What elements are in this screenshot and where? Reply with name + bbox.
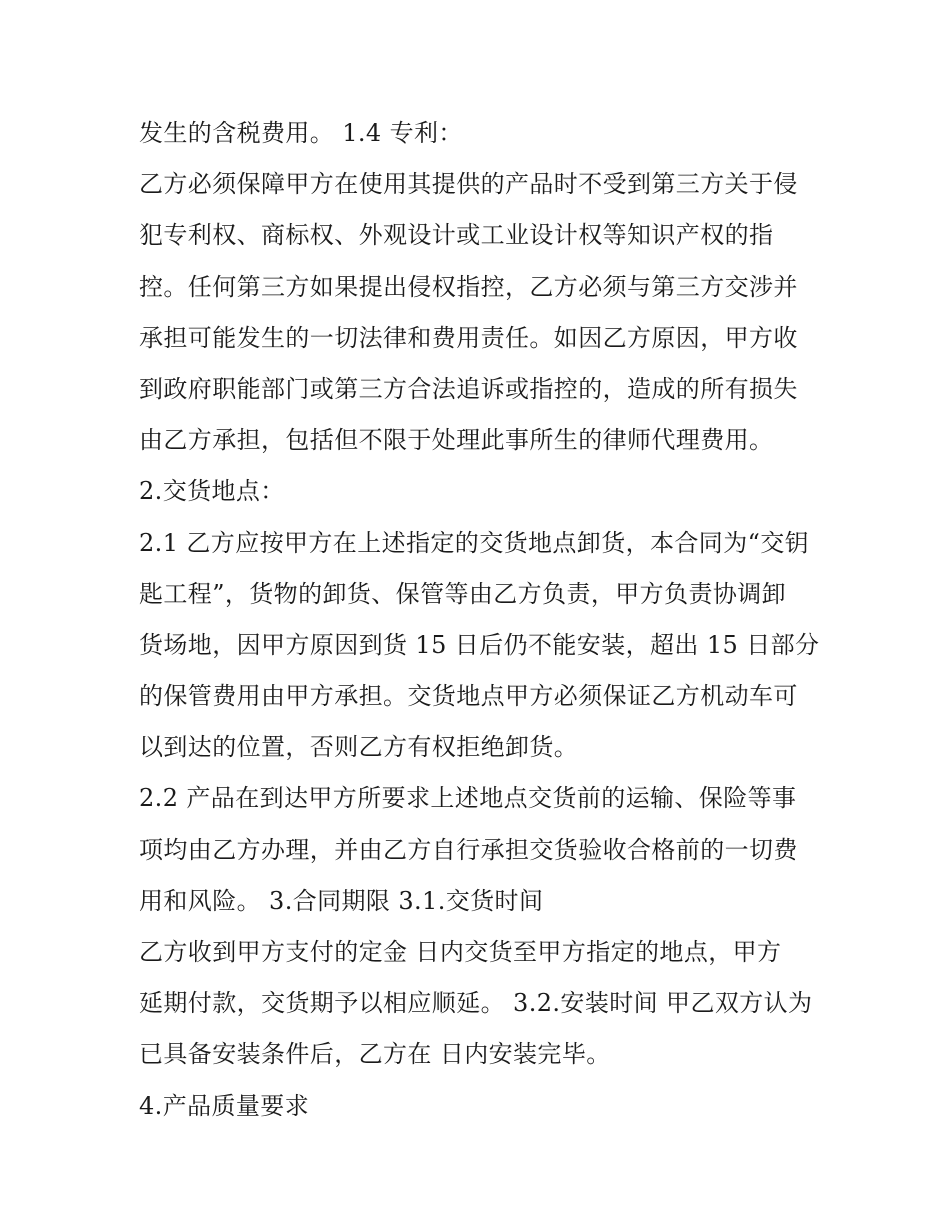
text-line: 犯专利权、商标权、外观设计或工业设计权等知识产权的指: [139, 221, 774, 250]
text-line: 延期付款，交货期予以相应顺延。 3.2.安装时间 甲乙双方认为: [139, 989, 813, 1018]
text-line: 用和风险。 3.合同期限 3.1.交货时间: [139, 886, 544, 915]
text-line: 项均由乙方办理，并由乙方自行承担交货验收合格前的一切费: [139, 835, 798, 864]
text-line: 到政府职能部门或第三方合法追诉或指控的，造成的所有损失: [139, 374, 798, 403]
text-line: 2.2 产品在到达甲方所要求上述地点交货前的运输、保险等事: [139, 784, 797, 813]
section-heading: 2.交货地点：: [139, 477, 285, 506]
text-line: 已具备安装条件后，乙方在 日内安装完毕。: [139, 1040, 611, 1069]
text-line: 乙方必须保障甲方在使用其提供的产品时不受到第三方关于侵: [139, 170, 798, 199]
text-line: 2.1 乙方应按甲方在上述指定的交货地点卸货，本合同为“交钥: [139, 528, 810, 557]
text-line: 以到达的位置，否则乙方有权拒绝卸货。: [139, 733, 579, 762]
text-line: 发生的含税费用。 1.4 专利：: [139, 119, 463, 147]
text-line: 匙工程”，货物的卸货、保管等由乙方负责，甲方负责协调卸: [139, 579, 787, 608]
text-line: 由乙方承担，包括但不限于处理此事所生的律师代理费用。: [139, 426, 774, 455]
text-line: 乙方收到甲方支付的定金 日内交货至甲方指定的地点，甲方: [139, 938, 782, 966]
text-line: 的保管费用由甲方承担。交货地点甲方必须保证乙方机动车可: [139, 682, 798, 711]
section-heading: 4.产品质量要求: [139, 1091, 310, 1120]
contract-text: [139, 108, 829, 1132]
text-line: 货场地，因甲方原因到货 15 日后仍不能安装，超出 15 日部分: [139, 630, 820, 659]
text-line: 承担可能发生的一切法律和费用责任。如因乙方原因，甲方收: [139, 323, 798, 352]
text-line: 控。任何第三方如果提出侵权指控，乙方必须与第三方交涉并: [139, 272, 798, 301]
